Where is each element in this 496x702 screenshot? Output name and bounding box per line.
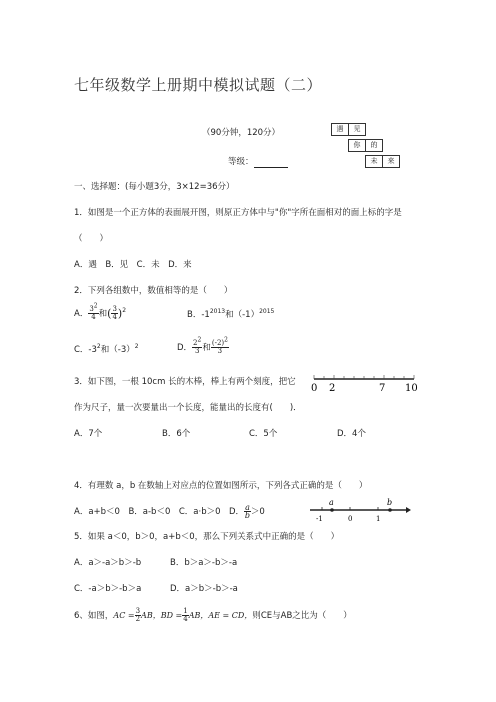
fraction: $\frac{22}{3}$ xyxy=(193,336,202,355)
number-line-figure xyxy=(308,496,412,524)
point-label: b xyxy=(387,498,393,507)
question-1-options: A．遇 B．见 C．未 D．来 xyxy=(74,260,192,270)
question-5-option-b: B．b＞a＞-b＞-a xyxy=(170,558,238,568)
fraction: $\frac{3}{2}$ xyxy=(135,607,141,623)
point-b xyxy=(388,508,392,512)
fraction: $\frac{(-2)2}{3}$ xyxy=(211,336,228,355)
question-2-option-a: A． $\frac{32}{4}$ 和( $\frac{3}{4}$ )$^2$ xyxy=(74,302,127,321)
net-cell: 来 xyxy=(382,155,400,168)
net-cell: 见 xyxy=(348,123,366,136)
question-5-option-c: C．-a＞b＞-b＞a xyxy=(74,584,142,594)
grade-label: 等级： xyxy=(228,157,254,167)
question-3-option-b: B．6个 xyxy=(162,429,191,439)
page-title: 七年级数学上册期中模拟试题（二） xyxy=(74,76,323,94)
question-2-option-c: C．$-3^2$和$(-3)^2$ xyxy=(74,343,139,355)
net-cell: 未 xyxy=(365,155,383,168)
point-label: a xyxy=(329,498,334,507)
ruler-label: 2 xyxy=(329,383,336,394)
question-6-text: 6、如图，AC = $\frac{3}{2}$ AB，BD = $\frac{1}{4}$ AB，AE = CD，则CE与AB之比为（ ） xyxy=(74,607,352,623)
ruler-label: 10 xyxy=(405,383,418,394)
question-1-blank: （ ） xyxy=(74,234,109,244)
tick-label: 1 xyxy=(376,515,381,523)
exam-time-score: （90分钟，120分） xyxy=(202,128,281,138)
question-4-options: A．a+b＜0 B．a-b＜0 C．a·b＞0 D． $\frac{a}{b}$ ＞0 xyxy=(74,503,265,520)
grade-line xyxy=(228,157,288,168)
grade-blank xyxy=(254,158,288,168)
question-3-text: 3．如下图，一根 10cm 长的木棒，棒上有两个刻度，把它 xyxy=(74,377,296,387)
ruler-label: 7 xyxy=(379,383,386,394)
question-4-text: 4．有理数 a，b 在数轴上对应点的位置如图所示，下列各式正确的是（ ） xyxy=(74,481,368,491)
tick-label: -1 xyxy=(316,515,323,523)
question-5-option-a: A．a＞-a＞b＞-b xyxy=(74,558,142,568)
fraction: $\frac{a}{b}$ xyxy=(244,503,251,520)
question-5-option-d: D．a＞b＞-b＞-a xyxy=(170,584,238,594)
net-cell: 的 xyxy=(365,139,383,152)
ruler-label: 0 xyxy=(311,383,318,394)
question-2-text: 2．下列各组数中，数值相等的是（ ） xyxy=(74,286,233,296)
question-2-option-d: D． $\frac{22}{3}$ 和 $\frac{(-2)2}{3}$ xyxy=(177,336,228,355)
question-3-option-d: D．4个 xyxy=(337,429,366,439)
axis-arrow xyxy=(406,507,411,513)
fraction: $\frac{3}{4}$ xyxy=(112,305,117,321)
point-a xyxy=(330,508,334,512)
fraction: $\frac{32}{4}$ xyxy=(89,302,98,321)
net-cell: 你 xyxy=(348,139,366,152)
question-5-text: 5．如果 a＜0，b＞0，a+b＜0，那么下列关系式中正确的是（ ） xyxy=(74,532,340,542)
question-1-text: 1．如图是一个正方体的表面展开图，则原正方体中与"你"字所在面相对的面上标的字是 xyxy=(74,208,402,218)
ruler-figure xyxy=(310,370,422,396)
question-3-option-c: C．5个 xyxy=(249,429,278,439)
question-2-option-b: B．$-1^{2013}$和$(-1)^{2015}$ xyxy=(187,308,275,320)
question-3-option-a: A．7个 xyxy=(74,429,103,439)
section-heading: 一、选择题：(每小题3分，3×12=36分） xyxy=(74,182,235,192)
tick-label: 0 xyxy=(348,515,353,523)
fraction: $\frac{1}{4}$ xyxy=(183,607,188,623)
question-3-text-2: 作为尺子，量一次要量出一个长度，能量出的长度有( )． xyxy=(74,403,302,413)
net-cell: 遇 xyxy=(331,123,349,136)
